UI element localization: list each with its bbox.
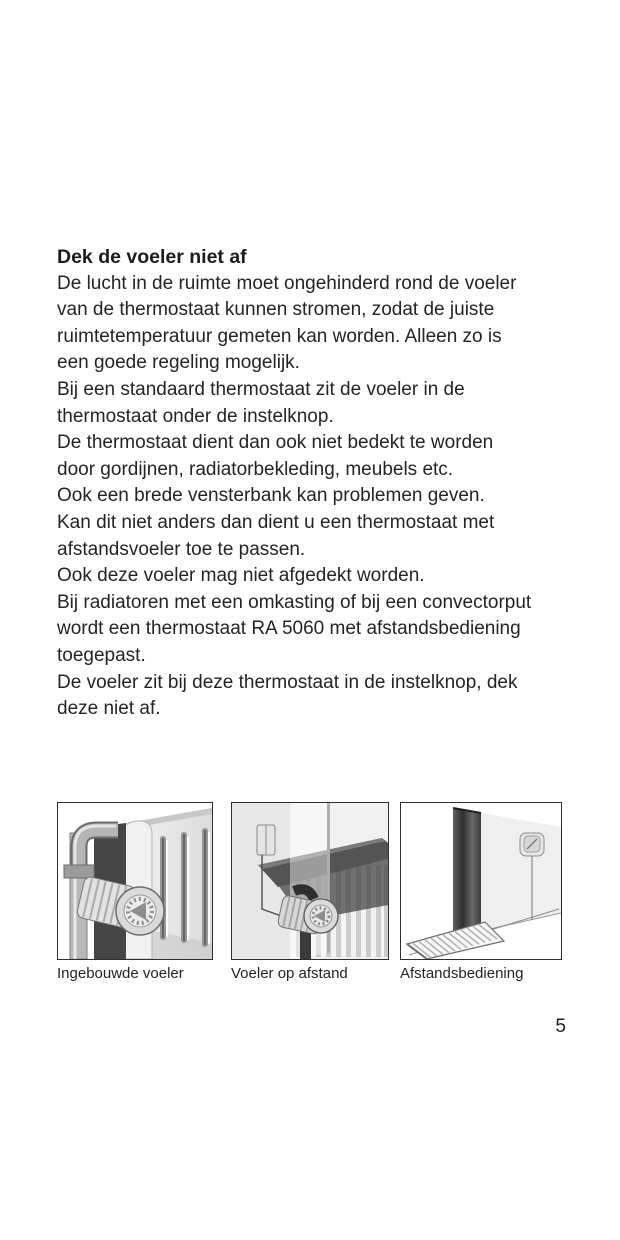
remote-control-illustration xyxy=(401,803,561,959)
figure-remote-control xyxy=(400,802,562,983)
body-line: wordt een thermostaat RA 5060 met afstandsbediening xyxy=(57,618,521,640)
figure-frame xyxy=(57,802,213,960)
page-heading: Dek de voeler niet af xyxy=(57,246,247,268)
body-line: ruimtetemperatuur gemeten kan worden. Alleen zo is xyxy=(57,325,502,347)
body-line: thermostaat onder de instelknop. xyxy=(57,405,334,427)
body-line: toegepast. xyxy=(57,644,146,666)
body-line: Bij een standaard thermostaat zit de voeler in de xyxy=(57,378,465,400)
body-line: afstandsvoeler toe te passen. xyxy=(57,538,306,560)
body-line: deze niet af. xyxy=(57,698,161,720)
page-number: 5 xyxy=(555,1016,566,1037)
body-line: Kan dit niet anders dan dient u een thermostaat met xyxy=(57,511,495,533)
body-line: Ook een brede vensterbank kan problemen geven. xyxy=(57,485,485,507)
figure-builtin-sensor xyxy=(57,802,213,983)
body-line: een goede regeling mogelijk. xyxy=(57,352,300,374)
main-text-block xyxy=(57,244,577,723)
body-line: door gordijnen, radiatorbekleding, meubels etc. xyxy=(57,458,454,480)
figure-caption: Voeler op afstand xyxy=(231,965,348,982)
body-line: Bij radiatoren met een omkasting of bij een convectorput xyxy=(57,591,532,613)
body-line: De voeler zit bij deze thermostaat in de instelknop, dek xyxy=(57,671,518,693)
remote-sensor-illustration xyxy=(232,803,388,959)
figure-frame xyxy=(231,802,389,960)
radiator-builtin-sensor-illustration xyxy=(58,803,212,959)
figure-caption: Ingebouwde voeler xyxy=(57,965,184,982)
body-line: De lucht in de ruimte moet ongehinderd rond de voeler xyxy=(57,272,517,294)
figure-caption: Afstandsbediening xyxy=(400,965,524,982)
body-line: Ook deze voeler mag niet afgedekt worden. xyxy=(57,565,425,587)
figure-frame xyxy=(400,802,562,960)
body-line: van de thermostaat kunnen stromen, zodat de juiste xyxy=(57,299,495,321)
body-line: De thermostaat dient dan ook niet bedekt te worden xyxy=(57,432,494,454)
figure-remote-sensor xyxy=(231,802,389,983)
